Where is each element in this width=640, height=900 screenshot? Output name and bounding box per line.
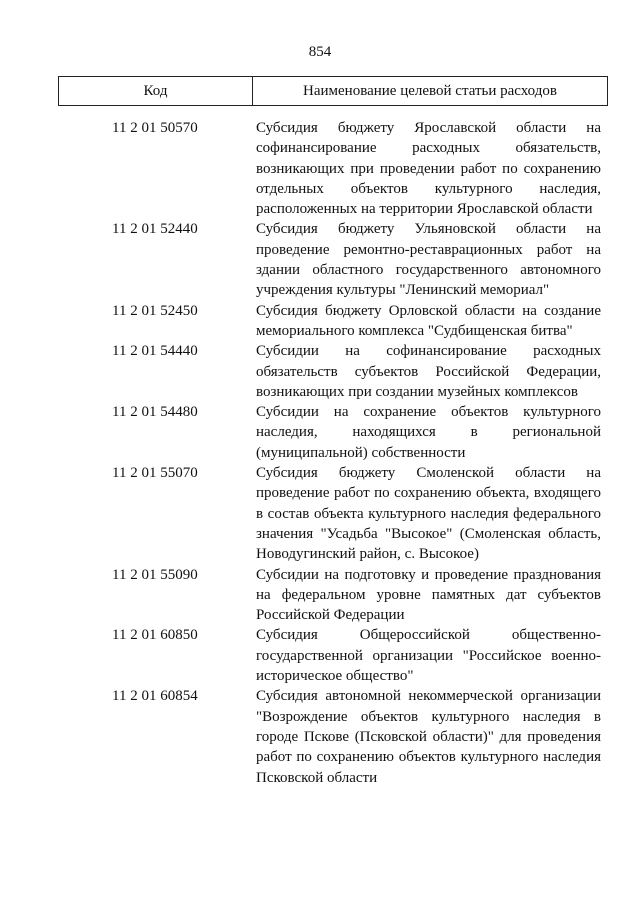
row-description: Субсидия автономной некоммерческой организации "Возрождение объектов культурного наследия в городе Пскове (Псковской области)" для проведения работ по сохранению объектов культурного наследия Псковской области (256, 688, 601, 786)
row-code: 11 2 01 60850 (112, 627, 198, 644)
table-row (58, 341, 608, 402)
table-row (58, 565, 608, 626)
row-description: Субсидии на подготовку и проведение празднования на федеральном уровне памятных дат субъектов Российской Федерации (256, 566, 601, 624)
row-code: 11 2 01 54440 (112, 343, 198, 360)
row-code: 11 2 01 54480 (112, 404, 198, 421)
page-number: 854 (308, 44, 332, 60)
table-row (58, 118, 608, 219)
table-row (58, 402, 608, 463)
row-code: 11 2 01 50570 (112, 120, 198, 136)
row-description: Субсидия бюджету Ярославской области на софинансирование расходных обязательств, возникающих при проведении работ по сохранению отдельных объектов культурного наследия, расположенных на территории Ярославской области (256, 120, 601, 218)
column-header-name: Наименование целевой статьи расходов (303, 82, 557, 99)
row-description: Субсидии на сохранение объектов культурного наследия, находящихся в региональной (муниципальной) собственности (256, 404, 601, 461)
table-body (58, 118, 608, 788)
row-code: 11 2 01 52440 (112, 221, 198, 238)
table-header (58, 76, 608, 106)
table-row (58, 301, 608, 342)
row-description: Субсидия Общероссийской общественно-государственной организации "Российское военно-историческое общество" (256, 627, 601, 685)
table-row (58, 219, 608, 300)
row-description: Субсидия бюджету Ульяновской области на проведение ремонтно-реставрационных работ на здании областного государственного автономного учреждения культуры "Ленинский мемориал" (256, 221, 601, 299)
table-row (58, 463, 608, 564)
table-row (58, 686, 608, 787)
row-description: Субсидии на софинансирование расходных обязательств субъектов Российской Федерации, возникающих при создании музейных комплексов (256, 343, 601, 400)
row-code: 11 2 01 60854 (112, 688, 198, 705)
row-code: 11 2 01 55090 (112, 566, 198, 583)
row-description: Субсидия бюджету Орловской области на создание мемориального комплекса "Судбищенская битва" (256, 302, 601, 339)
row-code: 11 2 01 55070 (112, 465, 198, 482)
table-row (58, 625, 608, 686)
row-code: 11 2 01 52450 (112, 302, 198, 319)
column-header-code: Код (59, 77, 253, 105)
row-description: Субсидия бюджету Смоленской области на проведение работ по сохранению объекта, входящего в состав объекта культурного наследия федерального значения "Усадьба "Высокое" (Смоленская область, Новодугинский район, с. Высокое) (256, 465, 601, 563)
